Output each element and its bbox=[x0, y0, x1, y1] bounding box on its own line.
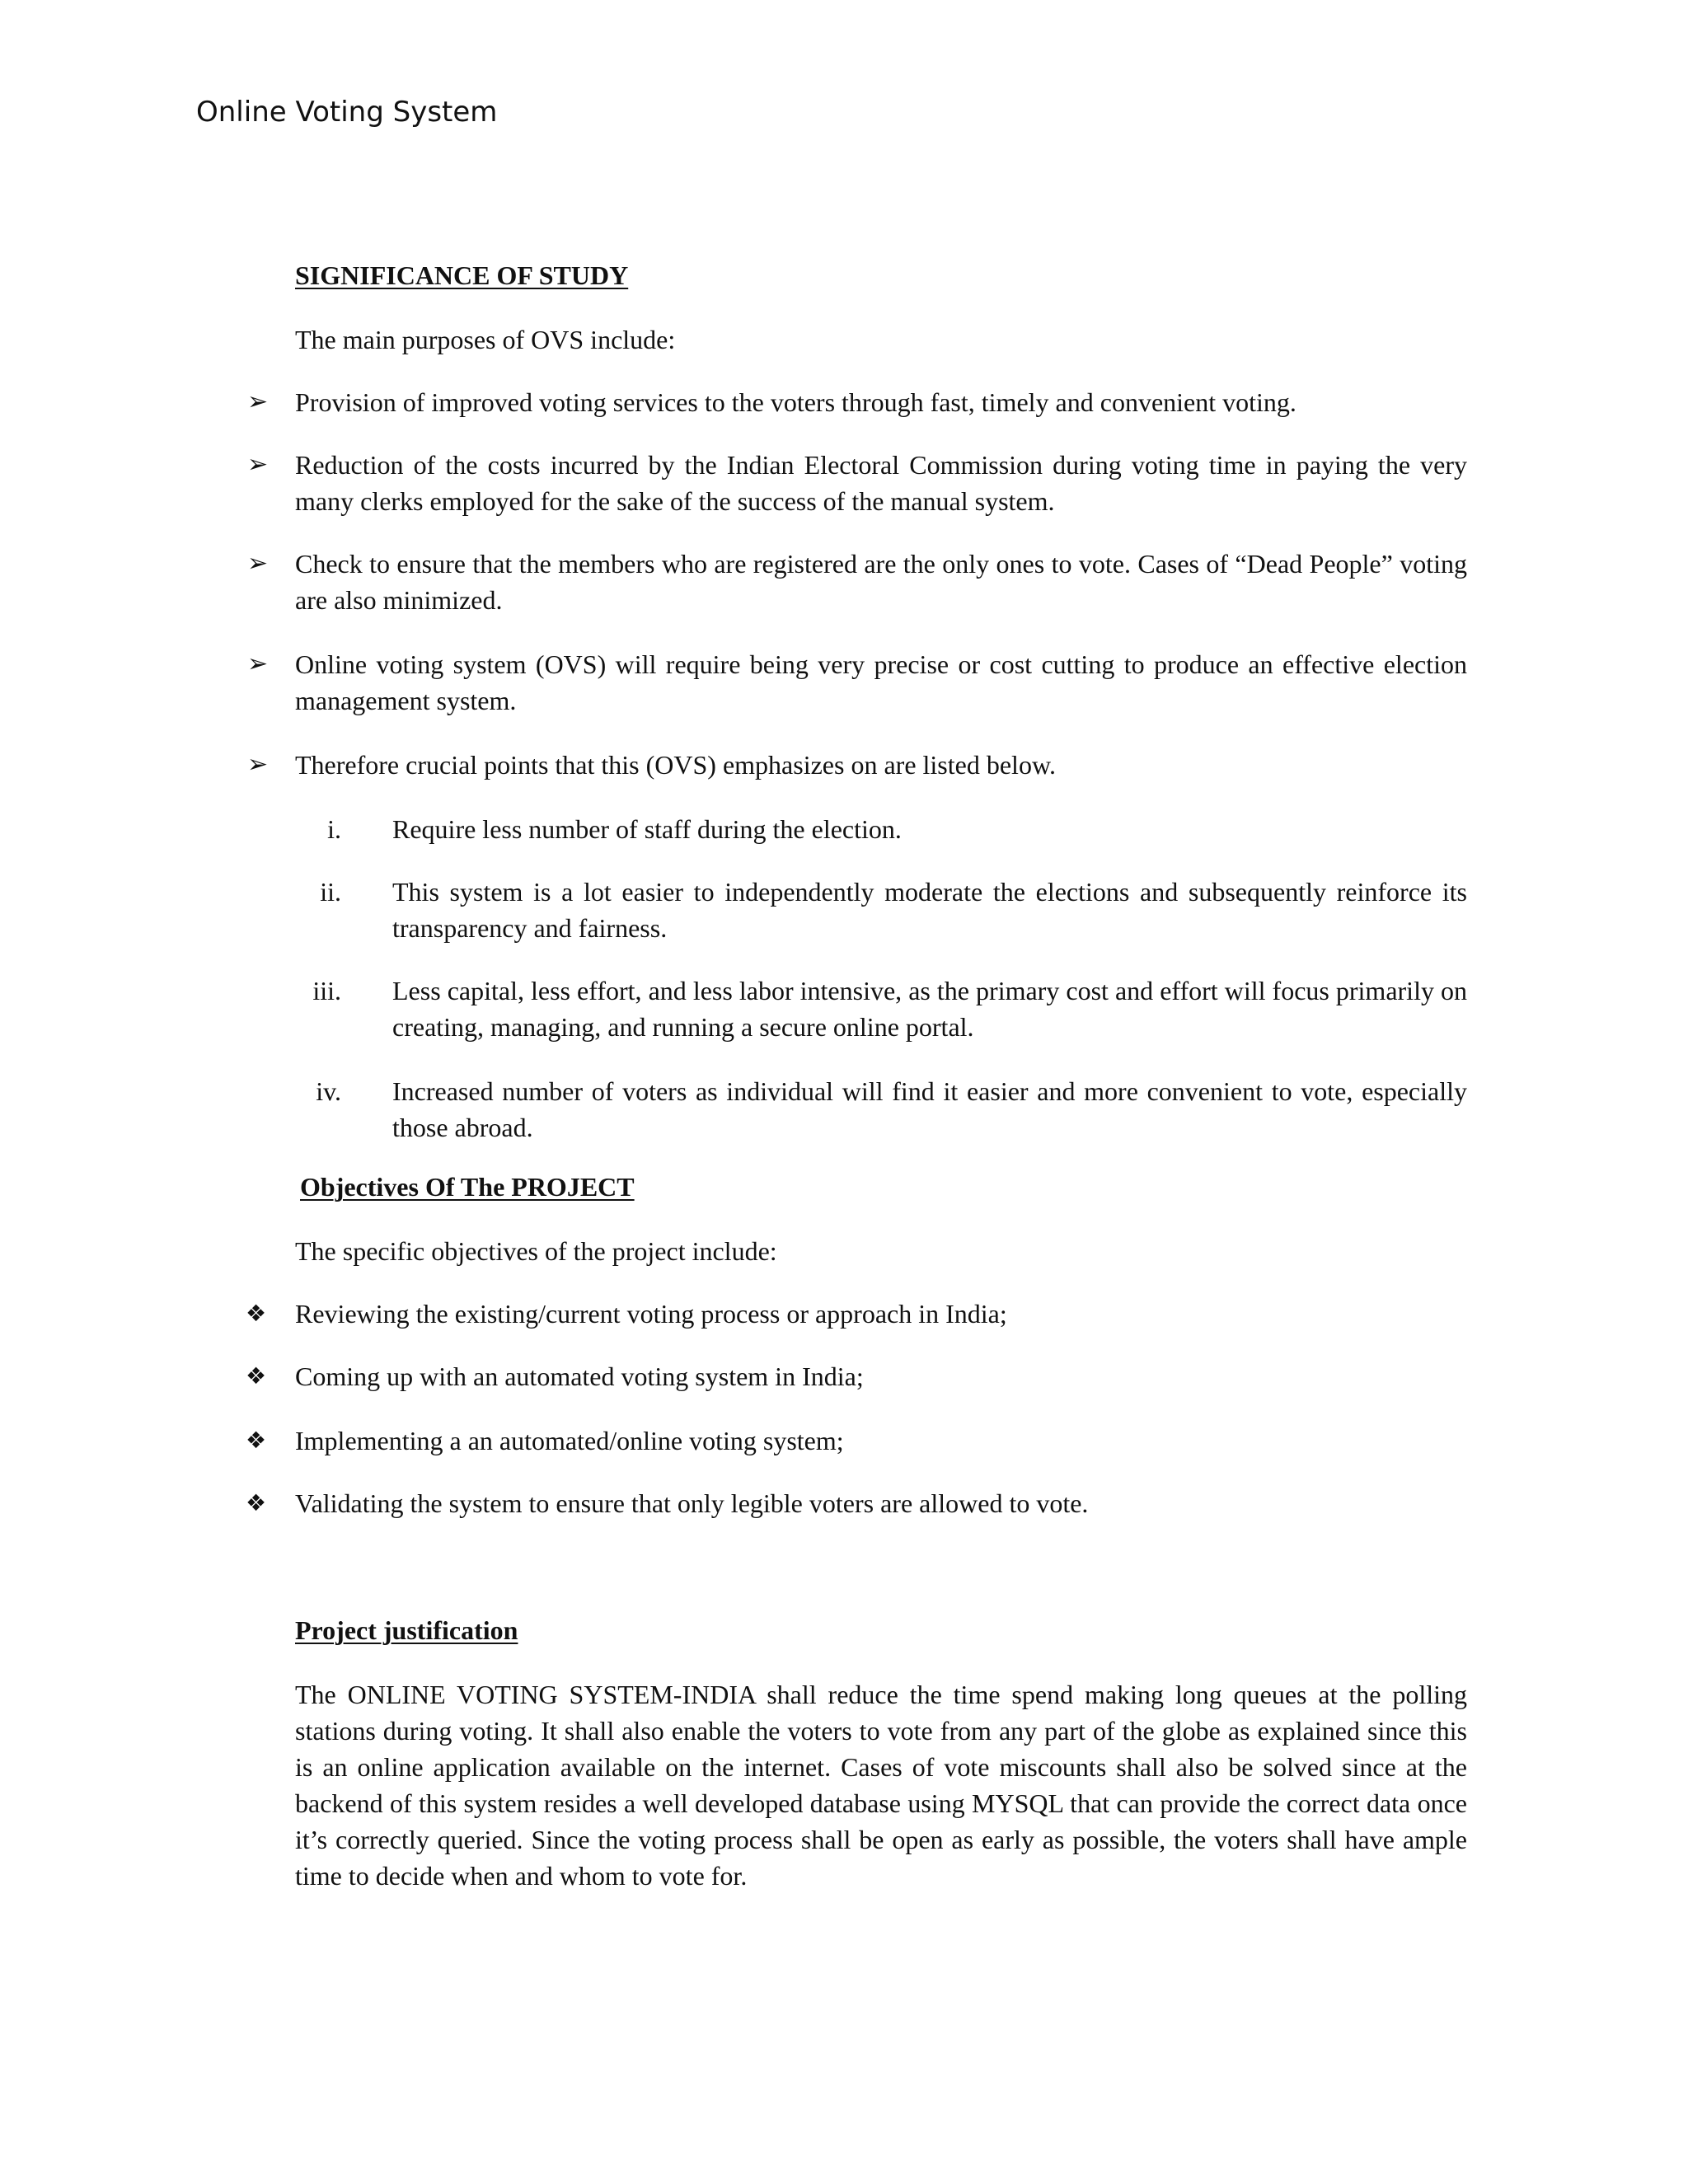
justification-heading: Project justification bbox=[295, 1615, 518, 1645]
significance-bullet: Online voting system (OVS) will require being very precise or cost cutting to produce an effective election management system. bbox=[295, 649, 1467, 715]
objective-item: Validating the system to ensure that only legible voters are allowed to vote. bbox=[295, 1488, 1089, 1518]
diamond-bullet-icon: ❖ bbox=[246, 1300, 267, 1327]
significance-heading: SIGNIFICANCE OF STUDY bbox=[295, 260, 629, 290]
point-text: Require less number of staff during the election. bbox=[392, 814, 902, 844]
arrow-bullet-icon: ➢ bbox=[247, 549, 269, 578]
page-header-title: Online Voting System bbox=[196, 96, 498, 129]
point-number: ii. bbox=[320, 877, 341, 907]
point-number: iv. bbox=[316, 1076, 341, 1106]
objective-item: Coming up with an automated voting system in India; bbox=[295, 1361, 864, 1391]
arrow-bullet-icon: ➢ bbox=[247, 387, 269, 416]
arrow-bullet-icon: ➢ bbox=[247, 649, 269, 678]
significance-bullet: Check to ensure that the members who are registered are the only ones to vote. Cases of “Dead People” voting are also minimized. bbox=[295, 549, 1467, 615]
significance-intro: The main purposes of OVS include: bbox=[295, 325, 676, 354]
objectives-heading: Objectives Of The PROJECT bbox=[300, 1172, 635, 1202]
objectives-intro: The specific objectives of the project include: bbox=[295, 1236, 777, 1266]
point-text: Increased number of voters as individual will find it easier and more convenient to vote, especially those abroad. bbox=[392, 1076, 1467, 1142]
point-number: i. bbox=[327, 814, 341, 844]
arrow-bullet-icon: ➢ bbox=[247, 750, 269, 779]
objective-item: Reviewing the existing/current voting process or approach in India; bbox=[295, 1299, 1007, 1329]
diamond-bullet-icon: ❖ bbox=[246, 1427, 267, 1454]
significance-bullet: Provision of improved voting services to the voters through fast, timely and convenient voting. bbox=[295, 387, 1296, 417]
arrow-bullet-icon: ➢ bbox=[247, 450, 269, 479]
significance-bullet: Therefore crucial points that this (OVS) emphasizes on are listed below. bbox=[295, 750, 1056, 780]
diamond-bullet-icon: ❖ bbox=[246, 1362, 267, 1390]
diamond-bullet-icon: ❖ bbox=[246, 1489, 267, 1516]
significance-bullet: Reduction of the costs incurred by the Indian Electoral Commission during voting time in paying the very many clerks employed for the sake of the success of the manual system. bbox=[295, 450, 1467, 516]
point-text: Less capital, less effort, and less labor intensive, as the primary cost and effort will focus primarily on creating, managing, and running a secure online portal. bbox=[392, 976, 1467, 1042]
justification-paragraph: The ONLINE VOTING SYSTEM-INDIA shall reduce the time spend making long queues at the polling stations during voting. It shall also enable the voters to vote from any part of the globe as explained since this is an online application available on the internet. Cases of vote miscounts shall also be solved since at the backend of this system resides a well developed database using MYSQL that can provide the correct data once it’s correctly queried. Since the voting process shall be open as early as possible, the voters shall have ample time to decide when and whom to vote for. bbox=[295, 1680, 1467, 1891]
objective-item: Implementing a an automated/online voting system; bbox=[295, 1426, 844, 1455]
point-number: iii. bbox=[312, 976, 341, 1005]
point-text: This system is a lot easier to independently moderate the elections and subsequently reinforce its transparency and fairness. bbox=[392, 877, 1467, 943]
